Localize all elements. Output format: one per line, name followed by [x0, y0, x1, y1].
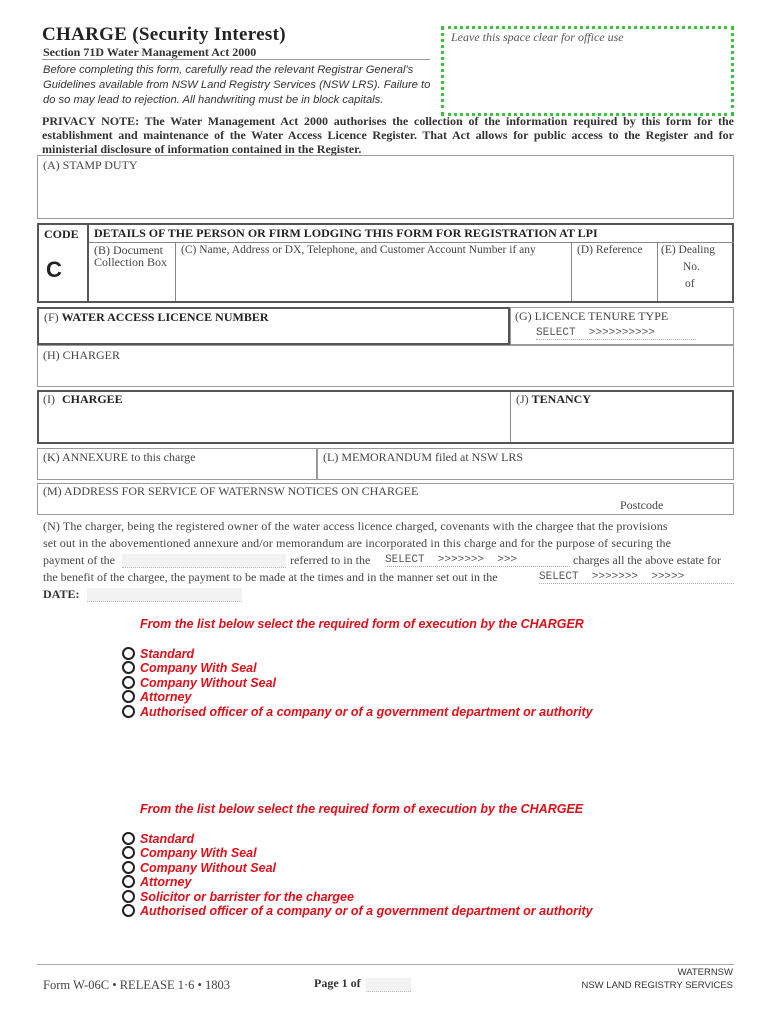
form-id: Form W-06C • RELEASE 1·6 • 1803: [43, 978, 230, 992]
stamp-duty-label: (A) STAMP DUTY: [43, 158, 138, 172]
tenancy-prefix: (J): [516, 392, 529, 406]
chargee-execution-heading: From the list below select the required form of execution by the CHARGEE: [140, 802, 584, 816]
reference-field[interactable]: (D) Reference: [577, 244, 643, 256]
chargee-option-standard[interactable]: [122, 831, 194, 846]
address-label: (M) ADDRESS FOR SERVICE OF WATERNSW NOTICES ON CHARGEE: [43, 484, 419, 498]
chargee-option-solicitor[interactable]: [122, 889, 354, 904]
annexure-label: (K) ANNEXURE to this charge: [43, 450, 196, 464]
lodging-heading: DETAILS OF THE PERSON OR FIRM LODGING THIS FORM FOR REGISTRATION AT LPI: [94, 226, 598, 240]
option-label: Company With Seal: [140, 845, 257, 860]
covenant-line-1: (N) The charger, being the registered owner of the water access licence charged, covenants with the chargee that the provisions: [43, 519, 668, 533]
option-label: Authorised officer of a company or of a government department or authority: [140, 903, 593, 918]
charger-option-company-with-seal[interactable]: [122, 660, 257, 675]
tenancy-divider: [510, 392, 511, 442]
covenant-line-2: set out in the abovementioned annexure and/or memorandum are incorporated in this charge and for the purpose of securing the: [43, 536, 672, 550]
licence-number-prefix: (F): [44, 310, 59, 324]
lodging-box: [37, 223, 734, 303]
office-use-label: Leave this space clear for office use: [451, 30, 624, 44]
stamp-duty-box[interactable]: [37, 155, 734, 219]
date-label: DATE:: [43, 587, 80, 601]
payment-of-field[interactable]: [122, 554, 286, 568]
secured-by-select[interactable]: SELECT >>>>>>> >>>: [385, 554, 570, 567]
radio-icon[interactable]: [122, 832, 135, 845]
footer-org-2: NSW LAND REGISTRY SERVICES: [581, 980, 733, 991]
option-label: Company With Seal: [140, 660, 257, 675]
dealing-label: (E) Dealing: [661, 244, 715, 256]
chargee-option-attorney[interactable]: [122, 874, 191, 889]
chargee-option-authorised-officer[interactable]: [122, 903, 593, 918]
date-field[interactable]: [87, 588, 242, 602]
address-box[interactable]: [37, 483, 734, 515]
tenure-type-select[interactable]: SELECT >>>>>>>>>>: [536, 327, 696, 340]
radio-icon[interactable]: [122, 676, 135, 689]
charger-option-standard[interactable]: [122, 646, 194, 661]
licence-number-label: [44, 310, 269, 325]
radio-icon[interactable]: [122, 647, 135, 660]
title-rule: [42, 59, 430, 60]
option-label: Company Without Seal: [140, 675, 277, 690]
radio-icon[interactable]: [122, 661, 135, 674]
office-use-box: [441, 26, 734, 116]
footer-rule: [37, 964, 734, 965]
option-label: Standard: [140, 646, 195, 661]
charger-option-company-without-seal[interactable]: [122, 675, 276, 690]
radio-icon[interactable]: [122, 875, 135, 888]
covenant-line-3a: payment of the: [43, 553, 115, 567]
chargee-option-company-with-seal[interactable]: [122, 845, 257, 860]
tenancy-title: TENANCY: [531, 392, 592, 406]
lodging-divider-2: [571, 242, 572, 301]
tenure-type-label: (G) LICENCE TENURE TYPE: [515, 309, 669, 323]
memorandum-label: (L) MEMORANDUM filed at NSW LRS: [323, 450, 524, 464]
lodging-divider-1: [175, 242, 176, 301]
code-value: C: [46, 257, 62, 282]
instructions-text: Before completing this form, carefully read the relevant Registrar General's Guidelines available from NSW Land Registry Services (NSW LRS). Failure to do so may lead to rejection. All handwriting must be in block capitals.: [43, 64, 431, 106]
licence-number-title: WATER ACCESS LICENCE NUMBER: [61, 310, 269, 324]
dealing-no-label: No.: [683, 261, 700, 273]
radio-icon[interactable]: [122, 705, 135, 718]
radio-icon[interactable]: [122, 890, 135, 903]
charger-execution-heading: From the list below select the required form of execution by the CHARGER: [140, 617, 584, 631]
charger-box[interactable]: [37, 345, 734, 387]
covenant-line-3b: referred to in the: [290, 553, 371, 567]
charger-option-authorised-officer[interactable]: [122, 704, 593, 719]
page-label: Page 1 of: [314, 976, 361, 990]
covenant-line-3c: charges all the above estate for: [573, 553, 722, 567]
postcode-label: Postcode: [620, 498, 664, 512]
licence-number-box[interactable]: [37, 307, 510, 345]
lodging-divider-3: [657, 242, 658, 301]
form-subtitle: Section 71D Water Management Act 2000: [43, 45, 257, 59]
document-collection-box[interactable]: (B) Document Collection Box: [94, 243, 167, 269]
chargee-prefix: (I): [43, 392, 55, 406]
chargee-box[interactable]: [37, 390, 734, 444]
form-title: CHARGE (Security Interest): [42, 24, 286, 45]
chargee-title: CHARGEE: [62, 392, 123, 406]
privacy-note: PRIVACY NOTE: The Water Management Act 2000 authorises the collection of the information required by this form for the establishment and maintenance of the Water Access Licence Register. That Act allows for public access to the Register and for ministerial disclosure of information contained in the Register.: [42, 114, 734, 156]
option-label: Standard: [140, 831, 195, 846]
footer-org-1: WATERNSW: [677, 967, 733, 978]
annexure-box[interactable]: [37, 448, 317, 480]
option-label: Attorney: [140, 689, 192, 704]
option-label: Attorney: [140, 874, 192, 889]
chargee-option-company-without-seal[interactable]: [122, 860, 276, 875]
option-label: Company Without Seal: [140, 860, 277, 875]
lodger-name-field[interactable]: (C) Name, Address or DX, Telephone, and Customer Account Number if any: [181, 244, 536, 256]
charger-label: (H) CHARGER: [43, 348, 120, 362]
radio-icon[interactable]: [122, 690, 135, 703]
radio-icon[interactable]: [122, 861, 135, 874]
chargee-label: [43, 392, 123, 407]
tenancy-label[interactable]: [516, 392, 591, 407]
payment-terms-select[interactable]: SELECT >>>>>>> >>>>>: [539, 571, 734, 584]
radio-icon[interactable]: [122, 846, 135, 859]
memorandum-box[interactable]: [317, 448, 734, 480]
dealing-of-label: of: [685, 278, 695, 290]
charger-option-attorney[interactable]: [122, 689, 191, 704]
code-column: [39, 225, 89, 301]
code-label: CODE: [44, 227, 79, 241]
lodging-heading-rule: [89, 242, 734, 243]
option-label: Solicitor or barrister for the chargee: [140, 889, 354, 904]
page-total-field[interactable]: [366, 978, 411, 992]
option-label: Authorised officer of a company or of a government department or authority: [140, 704, 593, 719]
tenure-type-box: [510, 307, 734, 345]
radio-icon[interactable]: [122, 904, 135, 917]
covenant-line-4: the benefit of the chargee, the payment to be made at the times and in the manner set out in the: [43, 570, 498, 584]
